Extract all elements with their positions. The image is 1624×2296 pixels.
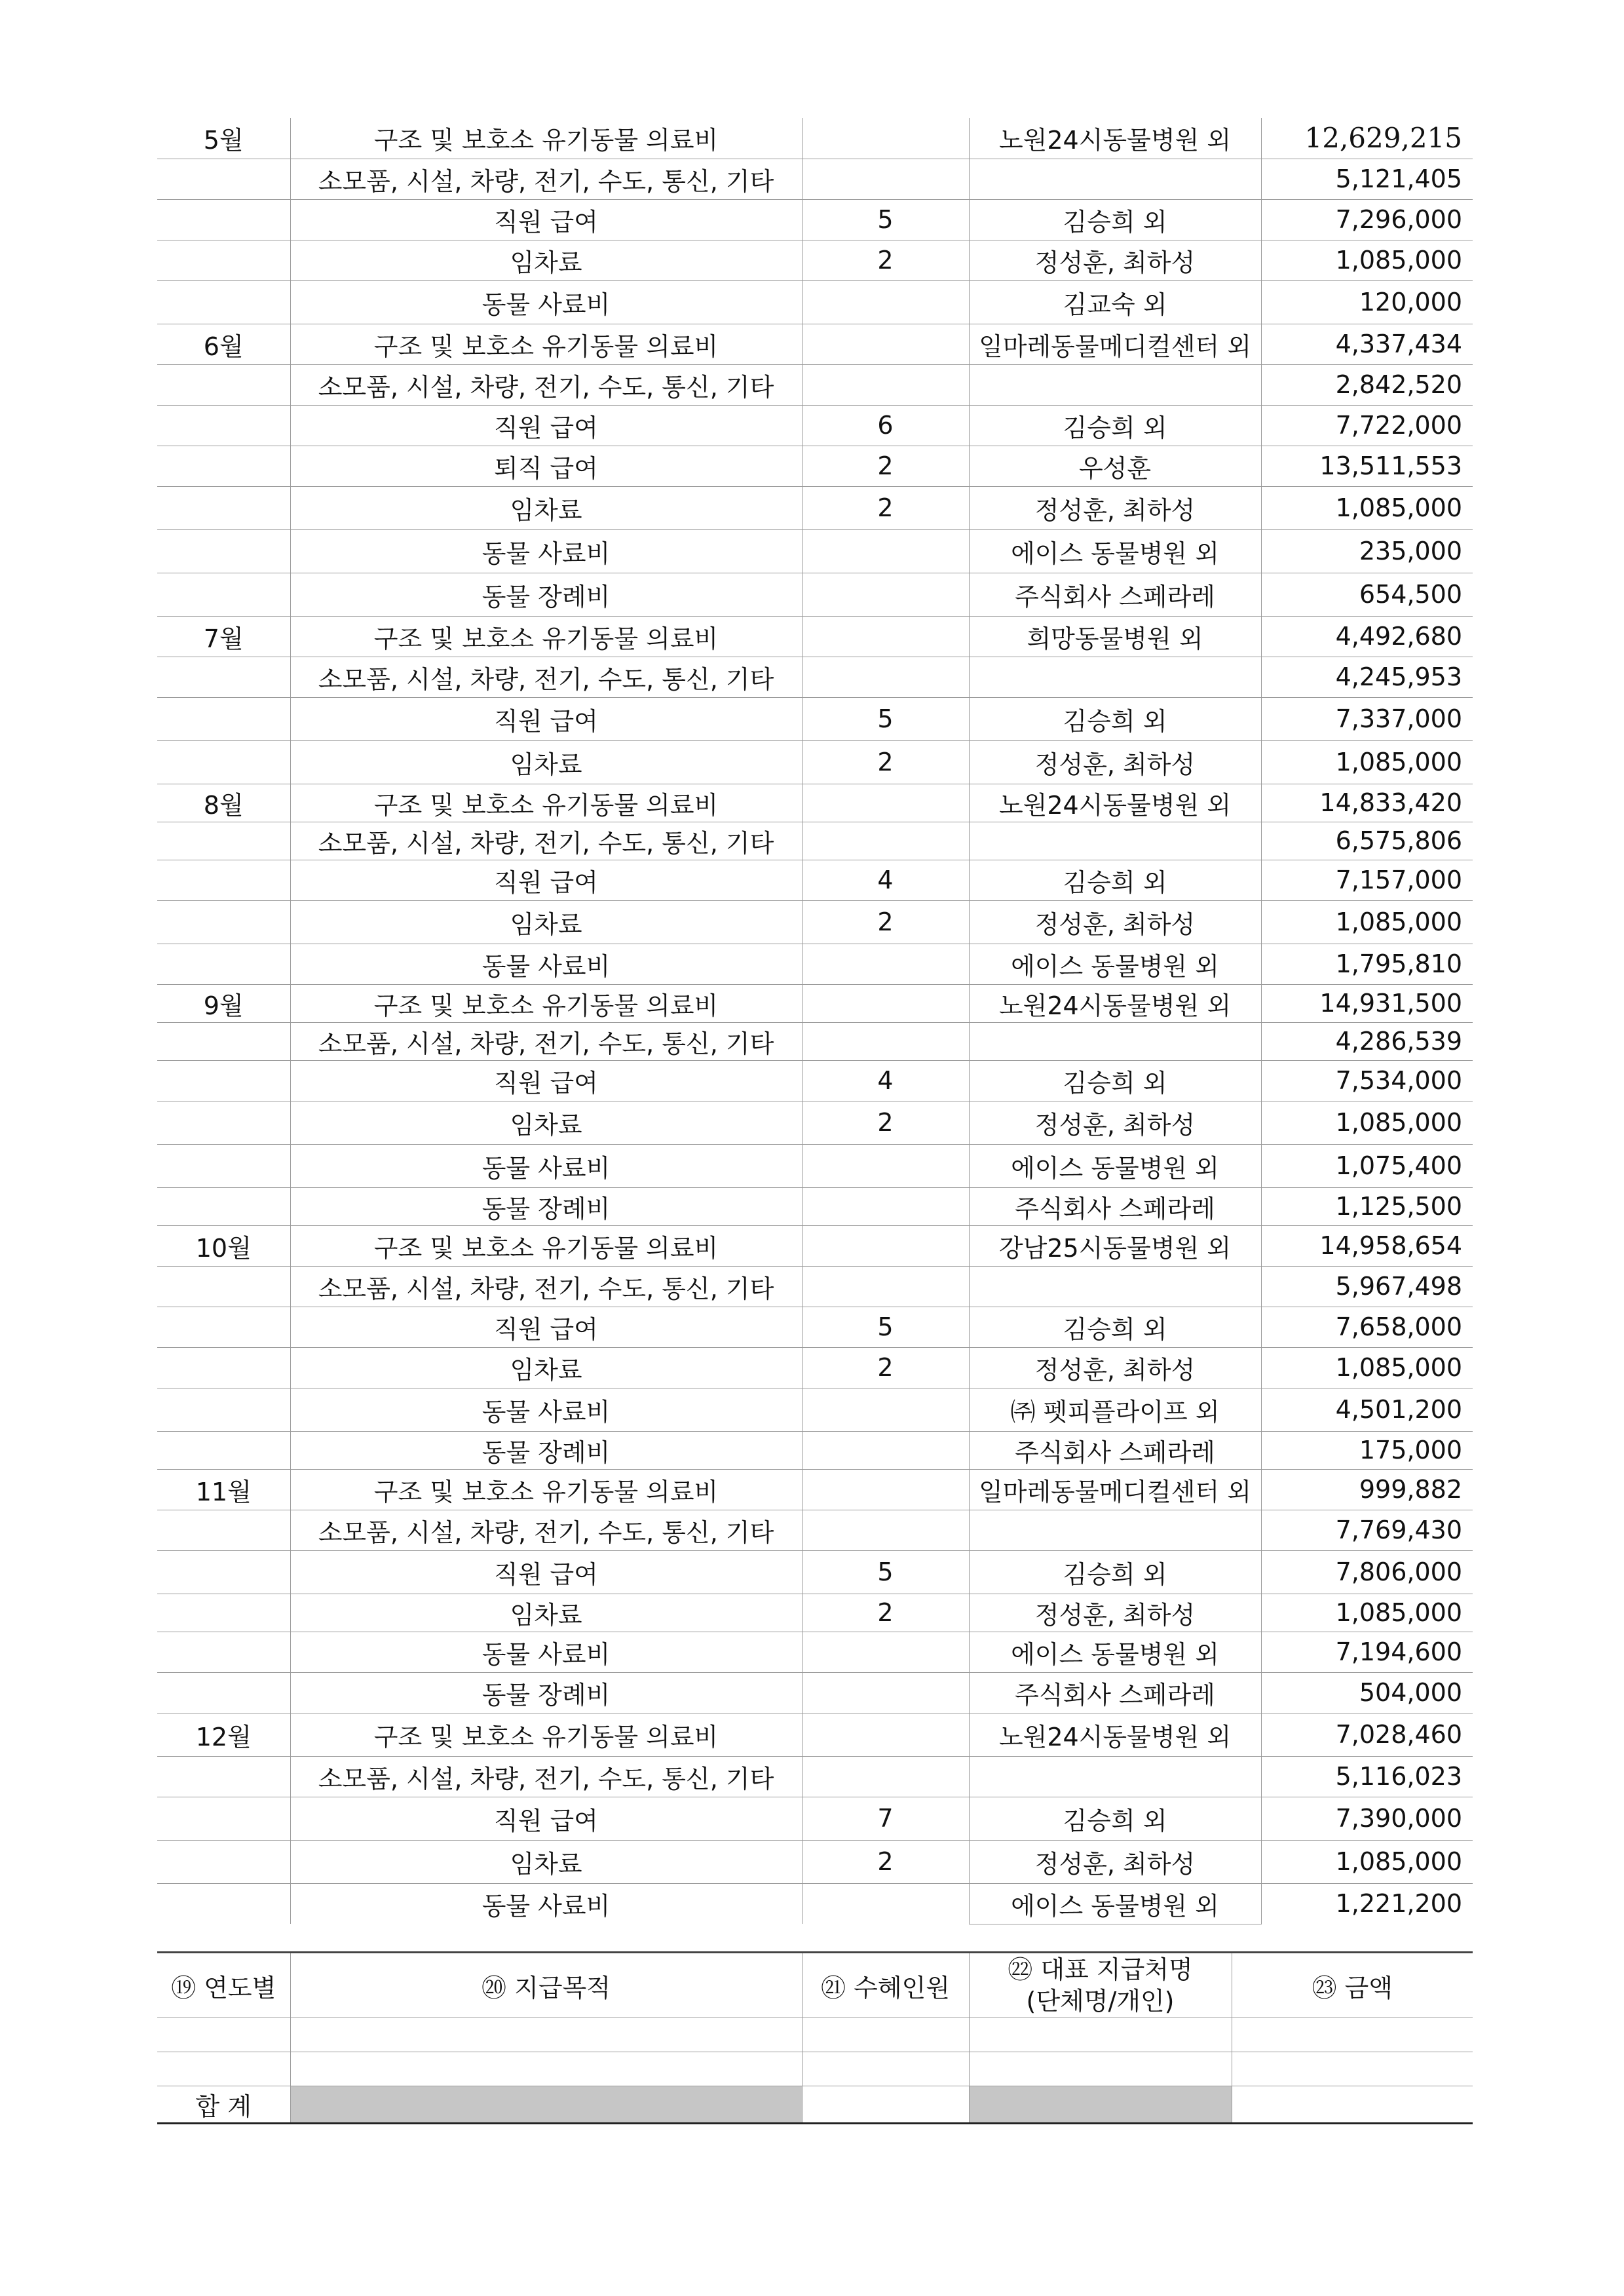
- amount-cell: 7,658,000: [1261, 1307, 1473, 1347]
- total-label: 합 계: [157, 2086, 290, 2124]
- recipient-cell: [969, 1266, 1261, 1307]
- amount-cell: 7,194,600: [1261, 1632, 1473, 1672]
- month-cell: [157, 1883, 290, 1924]
- month-cell: 12월: [157, 1713, 290, 1756]
- month-cell: [157, 1797, 290, 1840]
- summary-cell: [802, 2052, 969, 2086]
- amount-cell: 4,492,680: [1261, 616, 1473, 657]
- amount-cell: 4,286,539: [1261, 1022, 1473, 1060]
- count-cell: [802, 1225, 969, 1266]
- month-cell: [157, 159, 290, 199]
- summary-cell: [290, 2018, 802, 2052]
- recipient-cell: [969, 364, 1261, 405]
- amount-cell: 1,085,000: [1261, 1347, 1473, 1388]
- purpose-cell: 동물 사료비: [290, 1388, 802, 1431]
- summary-cell: [157, 2018, 290, 2052]
- count-cell: 2: [802, 1594, 969, 1632]
- recipient-cell: [969, 657, 1261, 697]
- recipient-cell: 강남25시동물병원 외: [969, 1225, 1261, 1266]
- count-cell: 2: [802, 900, 969, 944]
- count-cell: [802, 1713, 969, 1756]
- recipient-cell: 노원24시동물병원 외: [969, 118, 1261, 159]
- amount-cell: 7,534,000: [1261, 1060, 1473, 1101]
- purpose-cell: 임차료: [290, 900, 802, 944]
- summary-cell: [1232, 2018, 1473, 2052]
- purpose-cell: 직원 급여: [290, 1797, 802, 1840]
- recipient-cell: 정성훈, 최하성: [969, 1347, 1261, 1388]
- month-cell: [157, 1187, 290, 1225]
- amount-cell: 1,075,400: [1261, 1144, 1473, 1187]
- total-amount: [1232, 2086, 1473, 2124]
- table-row: [157, 1672, 1473, 1713]
- count-cell: [802, 1266, 969, 1307]
- month-cell: [157, 364, 290, 405]
- purpose-cell: 임차료: [290, 486, 802, 529]
- count-cell: 2: [802, 486, 969, 529]
- table-row: [157, 364, 1473, 405]
- recipient-cell: 에이스 동물병원 외: [969, 1632, 1261, 1672]
- count-cell: [802, 984, 969, 1022]
- table-row: [157, 860, 1473, 900]
- summary-cell: [157, 2052, 290, 2086]
- recipient-cell: 희망동물병원 외: [969, 616, 1261, 657]
- purpose-cell: 구조 및 보호소 유기동물 의료비: [290, 118, 802, 159]
- count-cell: 4: [802, 1060, 969, 1101]
- table-row: [157, 486, 1473, 529]
- purpose-cell: 동물 사료비: [290, 529, 802, 573]
- purpose-cell: 구조 및 보호소 유기동물 의료비: [290, 984, 802, 1022]
- month-cell: 10월: [157, 1225, 290, 1266]
- amount-cell: 5,121,405: [1261, 159, 1473, 199]
- amount-cell: 1,085,000: [1261, 240, 1473, 280]
- table-row: [157, 1431, 1473, 1469]
- purpose-cell: 동물 사료비: [290, 1632, 802, 1672]
- table-row: [157, 1388, 1473, 1431]
- purpose-cell: 동물 장례비: [290, 1672, 802, 1713]
- recipient-cell: 정성훈, 최하성: [969, 740, 1261, 784]
- count-cell: [802, 118, 969, 159]
- month-cell: [157, 199, 290, 240]
- recipient-cell: ㈜ 펫피플라이프 외: [969, 1388, 1261, 1431]
- month-cell: [157, 1060, 290, 1101]
- table-row: [157, 240, 1473, 280]
- month-cell: [157, 1266, 290, 1307]
- table-row: [157, 280, 1473, 324]
- month-cell: [157, 860, 290, 900]
- header-amount: ㉓ 금액: [1232, 1953, 1473, 2018]
- table-row: [157, 1632, 1473, 1672]
- table-row: [157, 944, 1473, 984]
- recipient-cell: 김승희 외: [969, 199, 1261, 240]
- table-row: [157, 1144, 1473, 1187]
- month-cell: [157, 1144, 290, 1187]
- month-cell: [157, 1594, 290, 1632]
- purpose-cell: 구조 및 보호소 유기동물 의료비: [290, 324, 802, 364]
- count-cell: 2: [802, 1347, 969, 1388]
- month-cell: 6월: [157, 324, 290, 364]
- table-row: [157, 1347, 1473, 1388]
- count-cell: 2: [802, 446, 969, 486]
- amount-cell: 1,085,000: [1261, 1101, 1473, 1144]
- month-cell: [157, 900, 290, 944]
- header-payee: [969, 1953, 1232, 2018]
- purpose-cell: 임차료: [290, 240, 802, 280]
- summary-cell: [290, 2052, 802, 2086]
- recipient-cell: 정성훈, 최하성: [969, 900, 1261, 944]
- count-cell: 2: [802, 240, 969, 280]
- recipient-cell: 에이스 동물병원 외: [969, 1883, 1261, 1924]
- recipient-cell: 노원24시동물병원 외: [969, 1713, 1261, 1756]
- month-cell: [157, 1756, 290, 1797]
- month-cell: [157, 405, 290, 446]
- count-cell: [802, 573, 969, 616]
- month-cell: [157, 944, 290, 984]
- recipient-cell: [969, 1756, 1261, 1797]
- header-purpose: ⑳ 지급목적: [290, 1953, 802, 2018]
- amount-cell: 6,575,806: [1261, 822, 1473, 860]
- month-cell: 8월: [157, 784, 290, 822]
- total-beneficiaries: [802, 2086, 969, 2124]
- purpose-cell: 소모품, 시설, 차량, 전기, 수도, 통신, 기타: [290, 1266, 802, 1307]
- month-cell: [157, 1632, 290, 1672]
- purpose-cell: 구조 및 보호소 유기동물 의료비: [290, 1225, 802, 1266]
- recipient-cell: 주식회사 스페라레: [969, 573, 1261, 616]
- recipient-cell: 노원24시동물병원 외: [969, 984, 1261, 1022]
- recipient-cell: 김교숙 외: [969, 280, 1261, 324]
- recipient-cell: 김승희 외: [969, 1550, 1261, 1594]
- count-cell: [802, 1756, 969, 1797]
- table-row: [157, 159, 1473, 199]
- month-cell: [157, 740, 290, 784]
- purpose-cell: 직원 급여: [290, 697, 802, 740]
- purpose-cell: 소모품, 시설, 차량, 전기, 수도, 통신, 기타: [290, 1756, 802, 1797]
- purpose-cell: 임차료: [290, 1840, 802, 1883]
- count-cell: [802, 822, 969, 860]
- table-row: [157, 984, 1473, 1022]
- month-cell: [157, 1388, 290, 1431]
- purpose-cell: 동물 장례비: [290, 1431, 802, 1469]
- table-row: [157, 1060, 1473, 1101]
- amount-cell: 14,958,654: [1261, 1225, 1473, 1266]
- count-cell: 6: [802, 405, 969, 446]
- month-cell: [157, 1550, 290, 1594]
- recipient-cell: 주식회사 스페라레: [969, 1431, 1261, 1469]
- amount-cell: 175,000: [1261, 1431, 1473, 1469]
- month-cell: [157, 1022, 290, 1060]
- amount-cell: 14,931,500: [1261, 984, 1473, 1022]
- month-cell: [157, 1101, 290, 1144]
- header-payee-line1: ㉒ 대표 지급처명: [1008, 1955, 1193, 1984]
- purpose-cell: 동물 사료비: [290, 1144, 802, 1187]
- amount-cell: 1,085,000: [1261, 1594, 1473, 1632]
- recipient-cell: 에이스 동물병원 외: [969, 529, 1261, 573]
- recipient-cell: 에이스 동물병원 외: [969, 944, 1261, 984]
- amount-cell: 1,085,000: [1261, 486, 1473, 529]
- count-cell: [802, 364, 969, 405]
- header-payee-line2: (단체명/개인): [1026, 1987, 1175, 2016]
- amount-cell: 12,629,215: [1261, 118, 1473, 159]
- recipient-cell: 일마레동물메디컬센터 외: [969, 324, 1261, 364]
- table-row: [157, 784, 1473, 822]
- month-cell: [157, 1510, 290, 1550]
- month-cell: [157, 1840, 290, 1883]
- month-cell: [157, 1672, 290, 1713]
- month-cell: [157, 446, 290, 486]
- table-row: [157, 900, 1473, 944]
- amount-cell: 120,000: [1261, 280, 1473, 324]
- month-cell: [157, 822, 290, 860]
- table-row: [157, 822, 1473, 860]
- table-row: [157, 324, 1473, 364]
- table-row: [157, 740, 1473, 784]
- amount-cell: 235,000: [1261, 529, 1473, 573]
- table-row: [157, 1101, 1473, 1144]
- table-row: [157, 1797, 1473, 1840]
- amount-cell: 5,116,023: [1261, 1756, 1473, 1797]
- recipient-cell: 김승희 외: [969, 1307, 1261, 1347]
- purpose-cell: 구조 및 보호소 유기동물 의료비: [290, 1469, 802, 1510]
- table-row: [157, 573, 1473, 616]
- amount-cell: 7,390,000: [1261, 1797, 1473, 1840]
- table-row: [157, 1883, 1473, 1924]
- count-cell: 5: [802, 1307, 969, 1347]
- recipient-cell: [969, 822, 1261, 860]
- purpose-cell: 소모품, 시설, 차량, 전기, 수도, 통신, 기타: [290, 1510, 802, 1550]
- table-row: [157, 529, 1473, 573]
- purpose-cell: 임차료: [290, 1594, 802, 1632]
- recipient-cell: 김승희 외: [969, 1060, 1261, 1101]
- month-cell: [157, 529, 290, 573]
- count-cell: 5: [802, 1550, 969, 1594]
- month-cell: [157, 240, 290, 280]
- month-cell: 9월: [157, 984, 290, 1022]
- count-cell: 2: [802, 1101, 969, 1144]
- recipient-cell: [969, 1022, 1261, 1060]
- amount-cell: 7,337,000: [1261, 697, 1473, 740]
- purpose-cell: 임차료: [290, 1101, 802, 1144]
- month-cell: [157, 486, 290, 529]
- count-cell: 5: [802, 697, 969, 740]
- count-cell: 2: [802, 740, 969, 784]
- amount-cell: 7,769,430: [1261, 1510, 1473, 1550]
- purpose-cell: 직원 급여: [290, 1060, 802, 1101]
- count-cell: 2: [802, 1840, 969, 1883]
- count-cell: [802, 1187, 969, 1225]
- purpose-cell: 임차료: [290, 1347, 802, 1388]
- total-purpose-shaded: [290, 2086, 802, 2124]
- table-row: [157, 1022, 1473, 1060]
- count-cell: [802, 280, 969, 324]
- header-beneficiaries: ㉑ 수혜인원: [802, 1953, 969, 2018]
- count-cell: [802, 657, 969, 697]
- purpose-cell: 소모품, 시설, 차량, 전기, 수도, 통신, 기타: [290, 657, 802, 697]
- summary-table: [157, 1951, 1473, 2124]
- amount-cell: 14,833,420: [1261, 784, 1473, 822]
- amount-cell: 504,000: [1261, 1672, 1473, 1713]
- count-cell: [802, 1672, 969, 1713]
- table-row: [157, 1307, 1473, 1347]
- count-cell: [802, 616, 969, 657]
- count-cell: [802, 159, 969, 199]
- purpose-cell: 구조 및 보호소 유기동물 의료비: [290, 784, 802, 822]
- recipient-cell: [969, 1510, 1261, 1550]
- table-row: [157, 1594, 1473, 1632]
- table-row: [157, 199, 1473, 240]
- table-row: [157, 697, 1473, 740]
- count-cell: [802, 784, 969, 822]
- amount-cell: 999,882: [1261, 1469, 1473, 1510]
- recipient-cell: 정성훈, 최하성: [969, 1101, 1261, 1144]
- count-cell: [802, 1022, 969, 1060]
- summary-cell: [802, 2018, 969, 2052]
- amount-cell: 1,085,000: [1261, 900, 1473, 944]
- recipient-cell: 정성훈, 최하성: [969, 240, 1261, 280]
- month-cell: [157, 1307, 290, 1347]
- month-cell: 5월: [203, 126, 244, 155]
- recipient-cell: 정성훈, 최하성: [969, 1594, 1261, 1632]
- recipient-cell: 김승희 외: [969, 405, 1261, 446]
- table-row: [157, 1266, 1473, 1307]
- purpose-cell: 동물 장례비: [290, 573, 802, 616]
- summary-cell: [969, 2052, 1232, 2086]
- month-cell: [157, 280, 290, 324]
- count-cell: [802, 1144, 969, 1187]
- purpose-cell: 직원 급여: [290, 1550, 802, 1594]
- recipient-cell: 김승희 외: [969, 860, 1261, 900]
- recipient-cell: 노원24시동물병원 외: [969, 784, 1261, 822]
- recipient-cell: 정성훈, 최하성: [969, 1840, 1261, 1883]
- count-cell: [802, 1510, 969, 1550]
- month-cell: [157, 657, 290, 697]
- amount-cell: 13,511,553: [1261, 446, 1473, 486]
- table-row: [157, 1225, 1473, 1266]
- amount-cell: 7,806,000: [1261, 1550, 1473, 1594]
- expense-table-body: [157, 118, 1473, 1924]
- table-row: [157, 1756, 1473, 1797]
- table-row: [157, 1713, 1473, 1756]
- month-cell: [157, 1347, 290, 1388]
- table-row: [157, 405, 1473, 446]
- amount-cell: 1,795,810: [1261, 944, 1473, 984]
- recipient-cell: 주식회사 스페라레: [969, 1187, 1261, 1225]
- recipient-cell: 주식회사 스페라레: [969, 1672, 1261, 1713]
- month-cell: [157, 697, 290, 740]
- month-cell: 11월: [157, 1469, 290, 1510]
- count-cell: 4: [802, 860, 969, 900]
- summary-cell: [1232, 2052, 1473, 2086]
- count-cell: [802, 1388, 969, 1431]
- month-cell: [157, 1431, 290, 1469]
- recipient-cell: 김승희 외: [969, 697, 1261, 740]
- purpose-cell: 동물 장례비: [290, 1187, 802, 1225]
- count-cell: [802, 1632, 969, 1672]
- amount-cell: 7,157,000: [1261, 860, 1473, 900]
- amount-cell: 4,501,200: [1261, 1388, 1473, 1431]
- table-row: [157, 118, 1473, 159]
- amount-cell: 4,337,434: [1261, 324, 1473, 364]
- month-cell: [157, 573, 290, 616]
- purpose-cell: 구조 및 보호소 유기동물 의료비: [290, 1713, 802, 1756]
- purpose-cell: 직원 급여: [290, 860, 802, 900]
- amount-cell: 1,085,000: [1261, 1840, 1473, 1883]
- count-cell: [802, 529, 969, 573]
- table-row: [157, 1469, 1473, 1510]
- table-row: [157, 1550, 1473, 1594]
- table-row: [157, 1187, 1473, 1225]
- purpose-cell: 동물 사료비: [290, 280, 802, 324]
- count-cell: 7: [802, 1797, 969, 1840]
- amount-cell: 654,500: [1261, 573, 1473, 616]
- amount-cell: 7,296,000: [1261, 199, 1473, 240]
- total-payee-shaded: [969, 2086, 1232, 2124]
- table-row: [157, 1510, 1473, 1550]
- purpose-cell: 직원 급여: [290, 405, 802, 446]
- purpose-cell: 퇴직 급여: [290, 446, 802, 486]
- amount-cell: 1,125,500: [1261, 1187, 1473, 1225]
- count-cell: [802, 1431, 969, 1469]
- recipient-cell: 에이스 동물병원 외: [969, 1144, 1261, 1187]
- purpose-cell: 직원 급여: [290, 199, 802, 240]
- amount-cell: 1,221,200: [1261, 1883, 1473, 1924]
- purpose-cell: 직원 급여: [290, 1307, 802, 1347]
- purpose-cell: 동물 사료비: [290, 1883, 802, 1924]
- amount-cell: 7,722,000: [1261, 405, 1473, 446]
- purpose-cell: 동물 사료비: [290, 944, 802, 984]
- table-row: [157, 616, 1473, 657]
- amount-cell: 2,842,520: [1261, 364, 1473, 405]
- count-cell: [802, 1883, 969, 1924]
- amount-cell: 5,967,498: [1261, 1266, 1473, 1307]
- recipient-cell: 일마레동물메디컬센터 외: [969, 1469, 1261, 1510]
- purpose-cell: 구조 및 보호소 유기동물 의료비: [290, 616, 802, 657]
- expense-table: [157, 118, 1473, 1924]
- amount-cell: 1,085,000: [1261, 740, 1473, 784]
- amount-cell: 7,028,460: [1261, 1713, 1473, 1756]
- recipient-cell: [969, 159, 1261, 199]
- count-cell: [802, 1469, 969, 1510]
- recipient-cell: 우성훈: [969, 446, 1261, 486]
- header-year: ⑲ 연도별: [157, 1953, 290, 2018]
- recipient-cell: 김승희 외: [969, 1797, 1261, 1840]
- recipient-cell: 정성훈, 최하성: [969, 486, 1261, 529]
- summary-cell: [969, 2018, 1232, 2052]
- count-cell: 5: [802, 199, 969, 240]
- count-cell: [802, 944, 969, 984]
- purpose-cell: 소모품, 시설, 차량, 전기, 수도, 통신, 기타: [290, 1022, 802, 1060]
- month-cell: 7월: [157, 616, 290, 657]
- purpose-cell: 소모품, 시설, 차량, 전기, 수도, 통신, 기타: [290, 159, 802, 199]
- purpose-cell: 소모품, 시설, 차량, 전기, 수도, 통신, 기타: [290, 364, 802, 405]
- count-cell: [802, 324, 969, 364]
- table-row: [157, 1840, 1473, 1883]
- purpose-cell: 소모품, 시설, 차량, 전기, 수도, 통신, 기타: [290, 822, 802, 860]
- table-row: [157, 657, 1473, 697]
- table-row: [157, 446, 1473, 486]
- purpose-cell: 임차료: [290, 740, 802, 784]
- amount-cell: 4,245,953: [1261, 657, 1473, 697]
